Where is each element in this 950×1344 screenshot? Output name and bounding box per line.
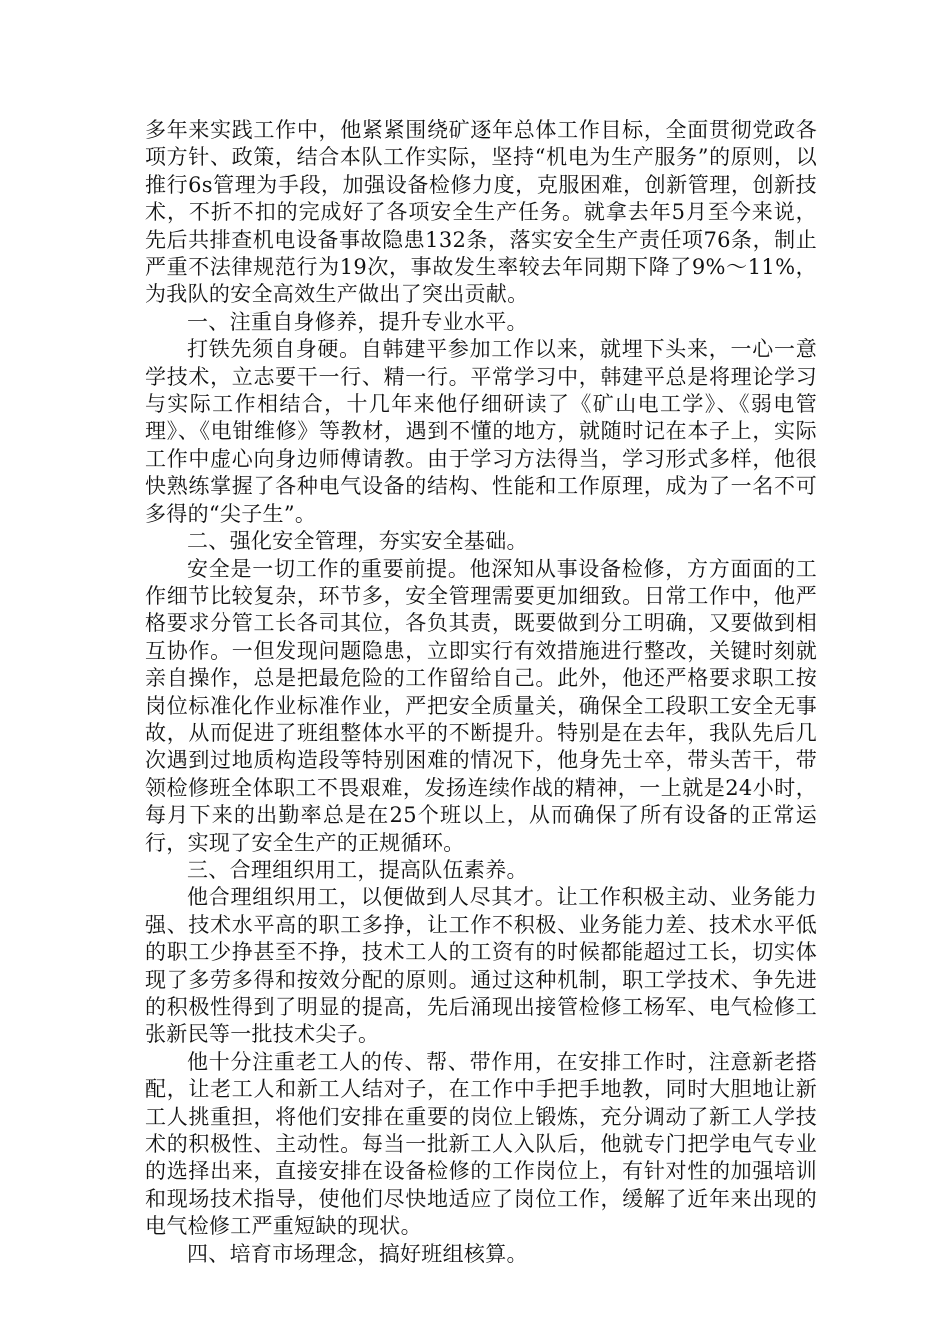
paragraph-labor-organization: 他合理组织用工，以便做到人尽其才。让工作积极主动、业务能力强、技术水平高的职工多挣，让工作不积极、业务能力差、技术水平低的职工少挣甚至不挣，技术工人的工资有的时候都能超过工长，切实体现了多劳多得和按效分配的原则。通过这种机制，职工学技术、争先进的积极性得到了明显的提高，先后涌现出接管检修工杨军、电气检修工张新民等一批技术尖子。 bbox=[145, 885, 817, 1047]
paragraph-safety-management: 安全是一切工作的重要前提。他深知从事设备检修，方方面面的工作细节比较复杂，环节多，安全管理需要更加细致。日常工作中，他严格要求分管工长各司其位，各负其责，既要做到分工明确，又要做到相互协作。一但发现问题隐患，立即实行有效措施进行整改，关键时刻就亲自操作，总是把最危险的工作留给自己。此外，他还严格要求职工按岗位标准化作业标准作业，严把安全质量关，确保全工段职工安全无事故，从而促进了班组整体水平的不断提升。特别是在去年，我队先后几次遇到过地质构造段等特别困难的情况下，他身先士卒，带头苦干，带领检修班全体职工不畏艰难，发扬连续作战的精神，一上就是24小时，每月下来的出勤率总是在25个班以上，从而确保了所有设备的正常运行，实现了安全生产的正规循环。 bbox=[145, 556, 817, 855]
paragraph-summary: 多年来实践工作中，他紧紧围绕矿逐年总体工作目标，全面贯彻党政各项方针、政策，结合本队工作实际，坚持“机电为生产服务”的原则，以推行6s管理为手段，加强设备检修力度，克服困难，创新管理，创新技术，不折不扣的完成好了各项安全生产任务。就拿去年5月至今来说，先后共排查机电设备事故隐患132条，落实安全生产责任项76条，制止严重不法律规范行为19次，事故发生率较去年同期下降了9%～11%，为我队的安全高效生产做出了突出贡献。 bbox=[145, 118, 817, 307]
document-body bbox=[145, 117, 817, 1268]
section-heading-4: 四、培育市场理念，搞好班组核算。 bbox=[187, 1241, 528, 1266]
paragraph-self-cultivation: 打铁先须自身硬。自韩建平参加工作以来，就埋下头来，一心一意学技术，立志要干一行、精一行。平常学习中，韩建平总是将理论学习与实际工作相结合，十几年来他仔细研读了《矿山电工学》、《弱电管理》、《电钳维修》等教材，遇到不懂的地方，就随时记在本子上，实际工作中虚心向身边师傅请教。由于学习方法得当，学习形式多样，他很快熟练掌握了各种电气设备的结构、性能和工作原理，成为了一名不可多得的“尖子生”。 bbox=[145, 337, 817, 526]
section-heading-1: 一、注重自身修养，提升专业水平。 bbox=[187, 309, 528, 334]
paragraph-mentoring: 他十分注重老工人的传、帮、带作用，在安排工作时，注意新老搭配，让老工人和新工人结对子，在工作中手把手地教，同时大胆地让新工人挑重担，将他们安排在重要的岗位上锻炼，充分调动了新工人学技术的积极性、主动性。每当一批新工人入队后，他就专门把学电气专业的选择出来，直接安排在设备检修的工作岗位上，有针对性的加强培训和现场技术指导，使他们尽快地适应了岗位工作，缓解了近年来出现的电气检修工严重短缺的现状。 bbox=[145, 1049, 817, 1239]
section-heading-2: 二、强化安全管理，夯实安全基础。 bbox=[187, 529, 528, 554]
section-heading-3: 三、合理组织用工，提高队伍素养。 bbox=[187, 857, 528, 882]
